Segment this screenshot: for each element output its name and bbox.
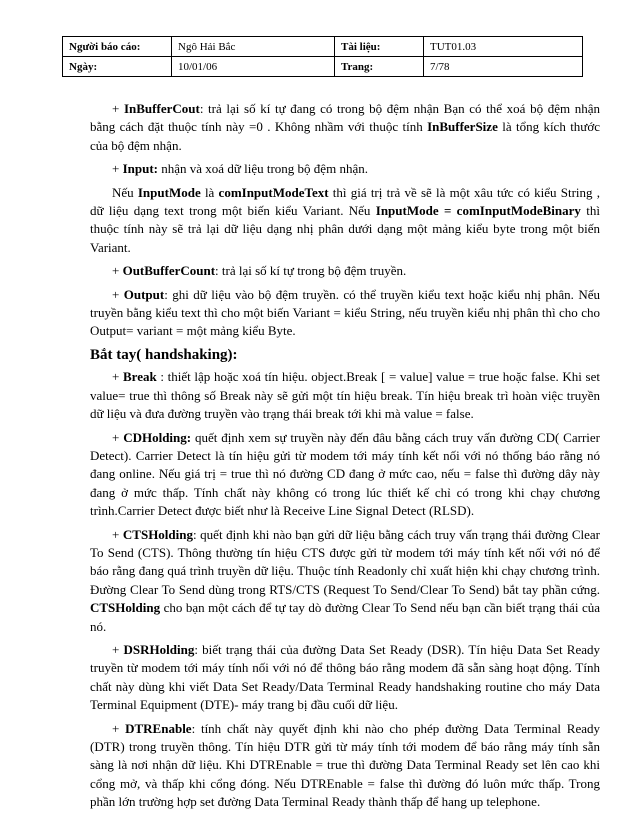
page-value: 7/78 xyxy=(424,57,583,77)
text-run: là xyxy=(200,184,219,200)
text-run: : trả lại số kí tự trong bộ đệm truyền. xyxy=(215,263,407,279)
text-run: cho bạn một cách để tự tay dò đường Clear To Send nếu bạn cần biết trạng thái của nó. xyxy=(90,600,600,634)
text-run: : tính chất này quyết định khi nào cho phép đường Data Terminal Ready (DTR) trong truyền thông. Tín hiệu DTR gửi từ máy tính tới modem để báo rằng máy tính sẵn sàng là nơi nhận dữ liệu. Khi DTREnable = true thì đường Data Terminal Ready set lên cao khi cổng mở, và thấp khi cổng đóng. Nếu DTREnable = false thì đường đó luôn mức thấp. Trong phần lớn trường hợp set đường Data Terminal Ready thành thấp để hang up telephone. xyxy=(90,720,600,810)
term-dsrholding: DSRHolding xyxy=(123,641,195,657)
term-dtrenable: DTREnable xyxy=(125,720,192,736)
text-run: : trả lại số kí tự đang có trong bộ đệm nhận Bạn có thể xoá bộ đệm nhận bằng cách đặt thuộc tính này =0 . Không nhầm với thuộc tính xyxy=(90,101,600,135)
header-row-1 xyxy=(63,37,583,57)
paragraph-dsrholding xyxy=(90,641,600,715)
text-run: + xyxy=(112,526,123,542)
document-label: Tài liệu: xyxy=(335,37,424,57)
text-run: + xyxy=(112,641,124,657)
reporter-value: Ngô Hải Bắc xyxy=(172,37,335,57)
term-outbuffercount: OutBufferCount xyxy=(122,263,216,279)
text-run: là tổng kích thước của bộ đệm nhận. xyxy=(90,119,600,153)
text-run: + xyxy=(112,720,126,736)
text-run: Nếu xyxy=(112,184,138,200)
text-run: : ghi dữ liệu vào bộ đệm truyền. có thể truyền kiểu text hoặc kiểu nhị phân. Nếu truyền bằng kiểu text thì cho một biến Variant = kiểu String, nếu truyền kiểu nhị phân thì cho cho Output= variant = một mảng kiểu Byte. xyxy=(90,286,600,339)
text-run: + xyxy=(112,101,124,116)
text-run: : biết trạng thái của đường Data Set Ready (DSR). Tín hiệu Data Set Ready truyền từ modem tới máy tính nối với nó để thông báo rằng modem đã sẵn sàng hoạt động. Tính chất này dùng khi viết Data Set Ready/Data Terminal Ready handshaking routine cho máy Data Terminal Equipment (DTE)- máy trang bị đầu cuối dữ liệu. xyxy=(90,641,600,713)
term-output: Output xyxy=(123,286,165,302)
paragraph-output xyxy=(90,286,600,341)
page-label: Trang: xyxy=(335,57,424,77)
term-inputmode: InputMode xyxy=(137,184,201,200)
document-body xyxy=(90,100,600,817)
document-header-table xyxy=(62,36,583,77)
paragraph-cdholding xyxy=(90,429,600,521)
text-run: + xyxy=(112,369,123,385)
text-run: + xyxy=(112,286,124,302)
paragraph-outbuffercount xyxy=(90,262,600,280)
term-ctsholding-inline: CTSHolding xyxy=(90,600,161,616)
header-row-2 xyxy=(63,57,583,77)
term-cdholding: CDHolding: xyxy=(123,429,192,445)
section-heading-handshaking: Bắt tay( handshaking): xyxy=(90,346,238,363)
text-run: quết định xem sự truyền này đến đâu bằng cách truy vấn đường CD( Carrier Detect). Carrier Detect là tín hiệu gửi từ modem tới máy tính kết nối với nó thống báo rằng nó đang online. Nếu giá trị = true thì nó đường CD đang ở mức cao, nếu = false thì đường dây này đang ở mức thấp. Tính chất này không có trong lúc thiết kế chỉ có trong khi chạy chương trình.Carrier Detect được biết như là Receive Line Signal Detect (RLSD). xyxy=(90,429,600,519)
date-value: 10/01/06 xyxy=(172,57,335,77)
text-run: : thiết lập hoặc xoá tín hiệu. object.Break [ = value] value = true hoặc false. Khi set value= true thì thông số Break này sẽ gửi một tín hiệu break. Tín hiệu break trì hoàn việc truyền dữ liệu và đưa đường truyền vào trạng thái break tới khi mà value = false. xyxy=(90,369,600,422)
reporter-label: Người báo cáo: xyxy=(63,37,172,57)
paragraph-break xyxy=(90,368,600,423)
paragraph-inbuffercount xyxy=(90,100,600,155)
term-cominputmodebinary: InputMode = comInputModeBinary xyxy=(375,203,581,219)
text-run: nhận và xoá dữ liệu trong bộ đệm nhận. xyxy=(158,161,368,177)
paragraph-input xyxy=(90,160,600,178)
term-inbuffersize: InBufferSize xyxy=(427,119,498,135)
term-inbuffercount: InBufferCout xyxy=(123,101,200,116)
term-input: Input: xyxy=(122,161,159,177)
text-run: + xyxy=(112,429,124,445)
text-run: thì thuộc tính này sẽ trả lại dữ liệu dạng nhị phân dưới dạng một mảng kiểu byte trong một biến Variant. xyxy=(90,203,600,255)
text-run: + xyxy=(112,161,123,177)
term-break: Break xyxy=(123,369,157,385)
date-label: Ngày: xyxy=(63,57,172,77)
paragraph-ctsholding xyxy=(90,526,600,636)
paragraph-inputmode xyxy=(90,184,600,258)
text-run: + xyxy=(112,263,123,279)
term-ctsholding: CTSHolding xyxy=(122,526,193,542)
term-cominputmodetext: comInputModeText xyxy=(218,184,329,200)
document-value: TUT01.03 xyxy=(424,37,583,57)
paragraph-dtrenable xyxy=(90,720,600,812)
text-run: thì giá trị trả về sẽ là một xâu tức có kiểu String , dữ liệu dạng text trong một biến kiểu Variant. Nếu xyxy=(90,184,600,219)
text-run: : quết định khi nào bạn gửi dữ liệu bằng cách truy vấn trạng thái đường Clear To Send (CTS). Thông thường tín hiệu CTS được gửi từ modem tới máy tính kết nối với nó để báo rằng đang quá trình truyền dữ liệu. Thuộc tính Readonly chỉ xuất hiện khi chạy chương trình. Đường Clear To Send dùng trong RTS/CTS (Request To Send/Clear To Send) bắt tay phần cứng. xyxy=(90,526,600,597)
